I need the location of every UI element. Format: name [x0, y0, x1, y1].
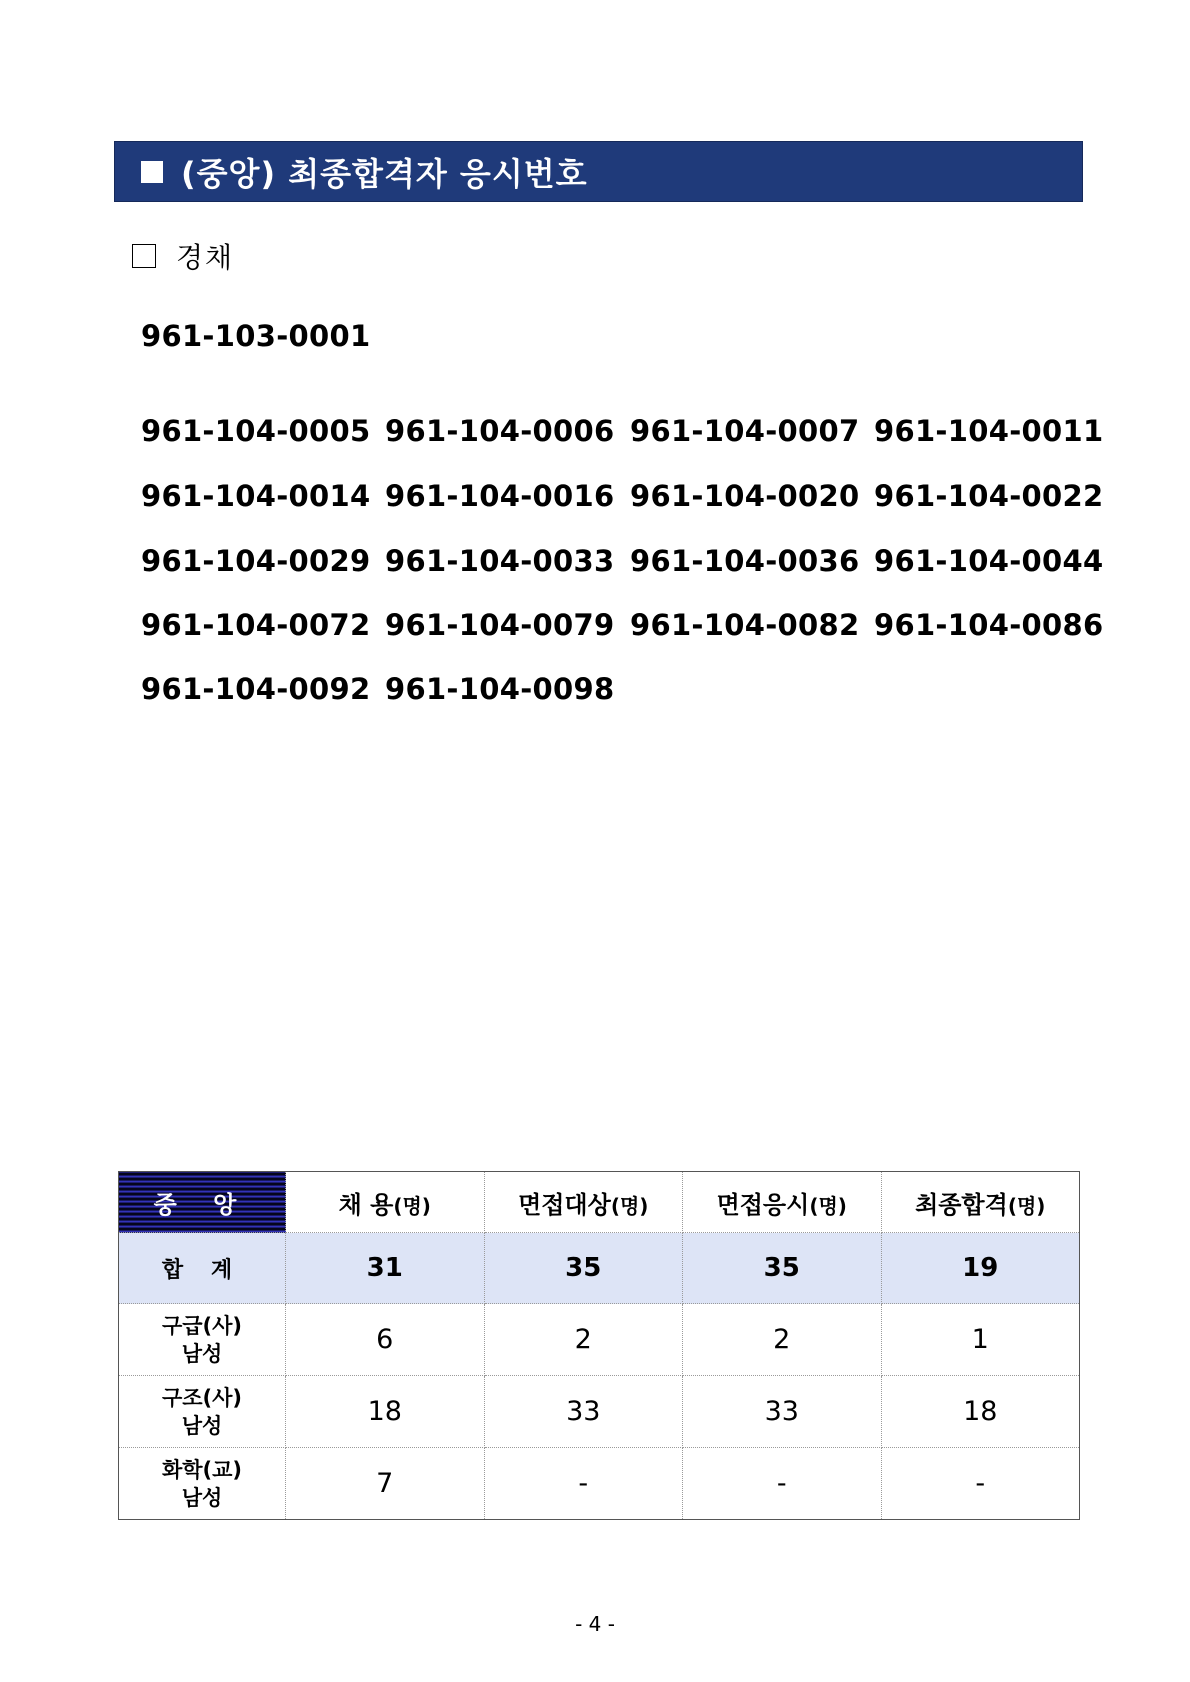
- exam-number: 961-104-0022: [874, 479, 1104, 513]
- total-row: [119, 1233, 1080, 1304]
- column-header: [286, 1172, 485, 1233]
- table-cell: 6: [286, 1304, 485, 1376]
- empty-checkbox-icon: [132, 244, 156, 268]
- row-label-line: 남성: [181, 1485, 223, 1510]
- table-cell: 35: [683, 1233, 882, 1304]
- column-header-unit: (명): [809, 1193, 847, 1218]
- column-header-main: 최종합격: [915, 1190, 1008, 1219]
- column-header-unit: (명): [1007, 1193, 1046, 1218]
- exam-number: 961-104-0016: [385, 479, 615, 513]
- column-header-unit: (명): [610, 1193, 649, 1218]
- column-header: [881, 1172, 1080, 1233]
- table-row: [119, 1376, 1080, 1448]
- exam-number: 961-104-0044: [874, 544, 1104, 578]
- exam-number: 961-104-0007: [630, 414, 860, 448]
- table-cell: 18: [286, 1376, 485, 1448]
- table-cell: -: [484, 1448, 683, 1520]
- row-label-line: 남성: [181, 1341, 223, 1366]
- table-cell: 33: [683, 1376, 882, 1448]
- exam-number: 961-104-0036: [630, 544, 860, 578]
- table-cell: 19: [881, 1233, 1080, 1304]
- exam-number: 961-104-0029: [141, 544, 371, 578]
- section-heading: [132, 236, 234, 276]
- row-label-line: 남성: [181, 1413, 223, 1438]
- table-cell: 2: [484, 1304, 683, 1376]
- exam-number: 961-104-0006: [385, 414, 615, 448]
- section-title-banner: [114, 141, 1083, 202]
- exam-number: 961-104-0092: [141, 672, 371, 706]
- table-corner-label: 중 앙: [119, 1172, 286, 1233]
- table-cell: 7: [286, 1448, 485, 1520]
- table-cell: 18: [881, 1376, 1080, 1448]
- table-cell: 35: [484, 1233, 683, 1304]
- table-cell: 33: [484, 1376, 683, 1448]
- exam-number: 961-104-0098: [385, 672, 615, 706]
- table-row: [119, 1304, 1080, 1376]
- table-cell: -: [881, 1448, 1080, 1520]
- row-label: [119, 1376, 286, 1448]
- exam-number: 961-104-0011: [874, 414, 1104, 448]
- page-number: - 4 -: [575, 1612, 615, 1636]
- exam-number: 961-104-0072: [141, 608, 371, 642]
- table-cell: 2: [683, 1304, 882, 1376]
- row-label-line: 구조(사): [161, 1385, 243, 1410]
- row-label-line: 구급(사): [161, 1313, 243, 1338]
- page-title: (중앙) 최종합격자 응시번호: [181, 154, 588, 193]
- table-cell: 1: [881, 1304, 1080, 1376]
- row-label: [119, 1448, 286, 1520]
- table-header-row: [119, 1172, 1080, 1233]
- column-header-main: 채 용: [338, 1190, 394, 1219]
- row-label-line: 화학(교): [161, 1457, 243, 1482]
- exam-number: 961-104-0082: [630, 608, 860, 642]
- exam-number: 961-104-0086: [874, 608, 1104, 642]
- column-header: [683, 1172, 882, 1233]
- exam-number: 961-104-0079: [385, 608, 615, 642]
- column-header-main: 면접대상: [518, 1190, 611, 1219]
- column-header-unit: (명): [393, 1193, 431, 1218]
- exam-number: 961-104-0033: [385, 544, 615, 578]
- table-cell: -: [683, 1448, 882, 1520]
- exam-number: 961-104-0020: [630, 479, 860, 513]
- table-row: [119, 1448, 1080, 1520]
- exam-number: 961-104-0014: [141, 479, 371, 513]
- column-header-main: 면접응시: [716, 1190, 810, 1219]
- section-label: 경채: [176, 241, 235, 274]
- recruitment-stats-table: [118, 1171, 1080, 1520]
- exam-number: 961-104-0005: [141, 414, 371, 448]
- exam-number: 961-103-0001: [141, 319, 371, 353]
- row-label: [119, 1304, 286, 1376]
- column-header: [484, 1172, 683, 1233]
- square-bullet-icon: [141, 161, 163, 183]
- table-cell: 31: [286, 1233, 485, 1304]
- row-label: 합 계: [119, 1233, 286, 1304]
